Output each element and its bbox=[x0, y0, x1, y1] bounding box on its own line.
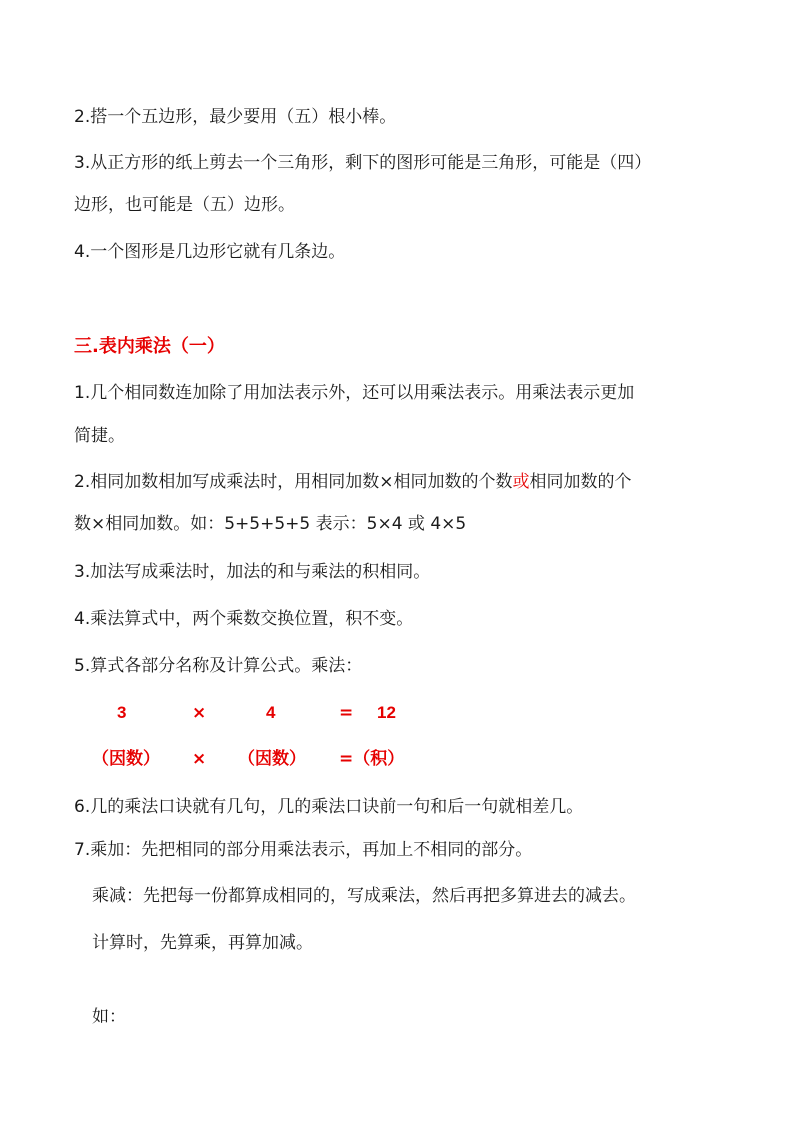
formula-factor-1: 3 bbox=[117, 703, 127, 722]
text-line-calc-order: 计算时，先算乘，再算加减。 bbox=[92, 933, 313, 953]
text-line-pentagon: 2.搭一个五边形，最少要用（五）根小棒。 bbox=[74, 107, 397, 127]
formula-equals-sign: = bbox=[339, 703, 354, 723]
text-line-multiplication-3: 3.加法写成乘法时，加法的和与乘法的积相同。 bbox=[74, 562, 431, 582]
text-line-multiplication-2b: 数×相同加数。如：5+5+5+5 表示：5×4 或 4×5 bbox=[74, 514, 467, 534]
text-segment: 2.相同加数相加写成乘法时，用相同加数×相同加数的个数 bbox=[74, 472, 513, 492]
text-line-multiplication-4: 4.乘法算式中，两个乘数交换位置，积不变。 bbox=[74, 609, 414, 629]
text-segment: 相同加数的个 bbox=[529, 472, 632, 492]
text-line-multiplication-2a bbox=[74, 470, 631, 494]
text-line-square-cut-a: 3.从正方形的纸上剪去一个三角形，剩下的图形可能是三角形，可能是（四） bbox=[74, 153, 652, 173]
text-line-multiplication-6: 6.几的乘法口诀就有几句，几的乘法口诀前一句和后一句就相差几。 bbox=[74, 797, 584, 817]
text-line-multiplication-5: 5.算式各部分名称及计算公式。乘法： bbox=[74, 656, 363, 676]
section-heading: 三.表内乘法（一） bbox=[74, 336, 225, 357]
text-line-multiplication-1a: 1.几个相同数连加除了用加法表示外，还可以用乘法表示。用乘法表示更加 bbox=[74, 383, 635, 403]
highlight-or: 或 bbox=[512, 472, 530, 492]
text-line-square-cut-b: 边形，也可能是（五）边形。 bbox=[74, 195, 295, 215]
text-line-example: 如： bbox=[92, 1007, 126, 1027]
text-line-multiplication-7: 7.乘加：先把相同的部分用乘法表示，再加上不相同的部分。 bbox=[74, 840, 533, 860]
formula-factor-2: 4 bbox=[266, 703, 276, 722]
text-line-multiplication-1b: 简捷。 bbox=[74, 426, 125, 446]
formula-label-times: × bbox=[192, 749, 207, 769]
text-line-polygon-sides: 4.一个图形是几边形它就有几条边。 bbox=[74, 242, 346, 262]
formula-label-factor-1: （因数） bbox=[92, 749, 160, 769]
formula-times-sign: × bbox=[192, 703, 207, 723]
formula-label-factor-2: （因数） bbox=[238, 749, 306, 769]
formula-product: 12 bbox=[377, 703, 396, 722]
text-line-multiply-subtract: 乘减：先把每一份都算成相同的，写成乘法，然后再把多算进去的减去。 bbox=[92, 886, 636, 906]
formula-label-product: =（积） bbox=[339, 749, 405, 769]
